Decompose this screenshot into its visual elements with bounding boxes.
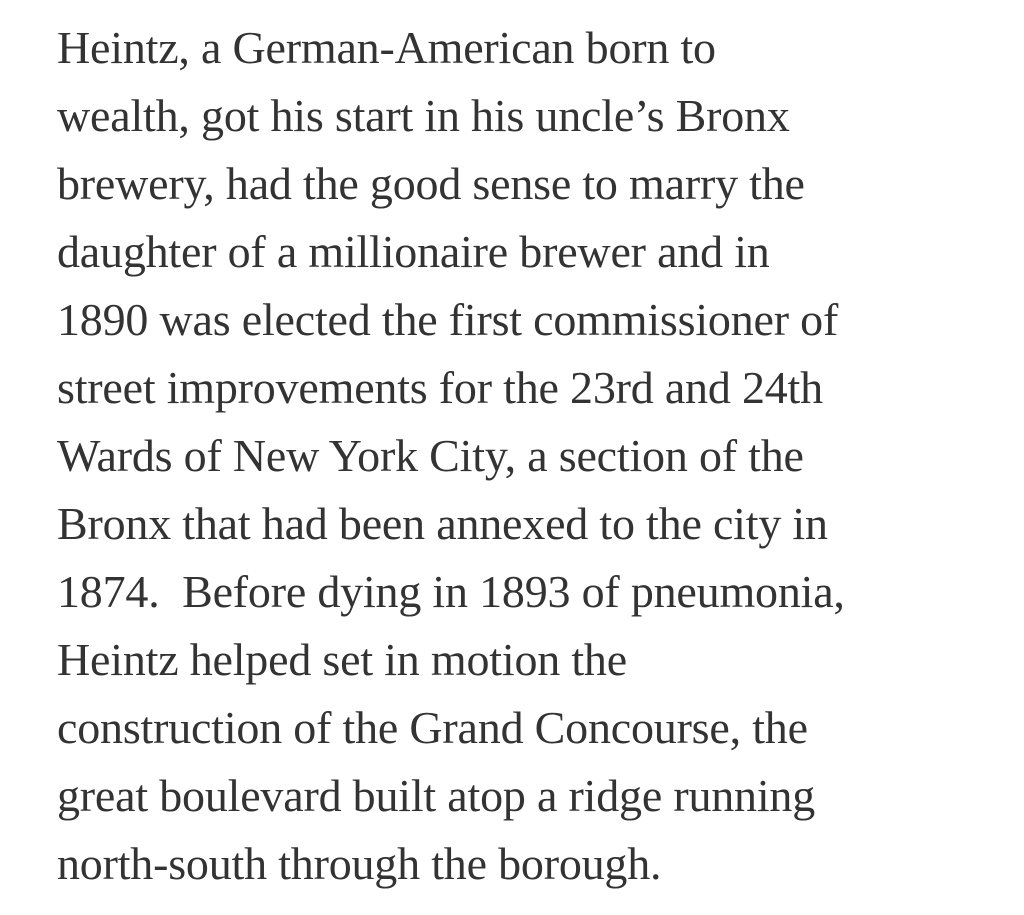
text-line: brewery, had the good sense to marry the bbox=[57, 158, 805, 209]
text-line: Heintz, a German-American born to bbox=[57, 22, 716, 73]
text-line: 1890 was elected the first commissioner of bbox=[57, 294, 839, 345]
text-line: wealth, got his start in his uncle’s Bronx bbox=[57, 90, 790, 141]
text-line: Wards of New York City, a section of the bbox=[57, 430, 804, 481]
text-line: construction of the Grand Concourse, the bbox=[57, 702, 808, 753]
text-line: north-south through the borough. bbox=[57, 838, 662, 889]
text-line: Bronx that had been annexed to the city in bbox=[57, 498, 828, 549]
text-line: great boulevard built atop a ridge running bbox=[57, 770, 816, 821]
text-line: Heintz helped set in motion the bbox=[57, 634, 627, 685]
text-line: daughter of a millionaire brewer and in bbox=[57, 226, 770, 277]
text-line: street improvements for the 23rd and 24th bbox=[57, 362, 823, 413]
text-line: 1874. Before dying in 1893 of pneumonia, bbox=[57, 566, 845, 617]
